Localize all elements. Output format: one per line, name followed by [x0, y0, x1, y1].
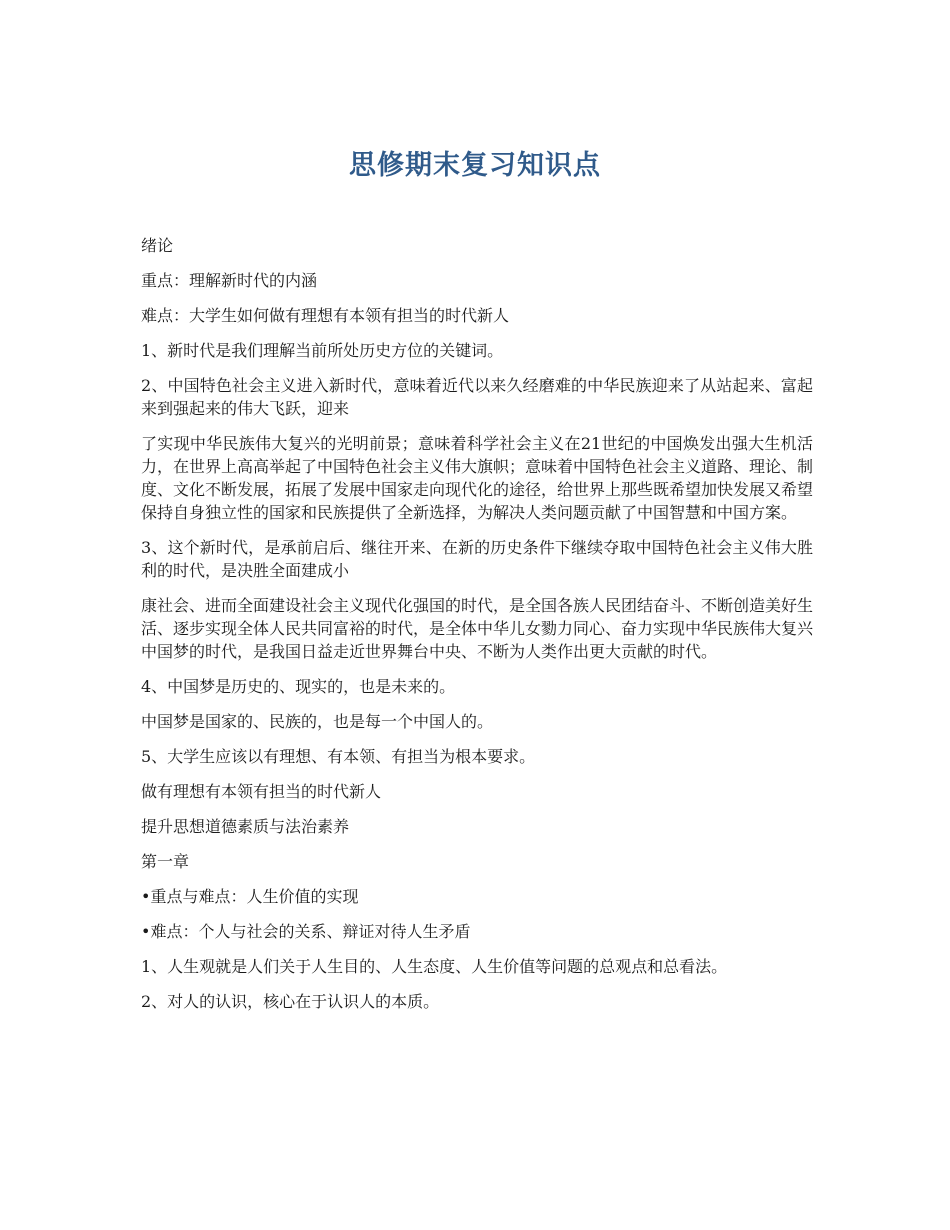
document-title: 思修期末复习知识点: [349, 150, 601, 181]
paragraph: 4、中国梦是历史的、现实的，也是未来的。: [141, 677, 456, 696]
paragraph: 中国梦是国家的、民族的，也是每一个中国人的。: [141, 712, 494, 731]
document-body: [141, 234, 813, 1025]
paragraph: 难点：大学生如何做有理想有本领有担当的时代新人: [141, 306, 510, 325]
paragraph: 重点：理解新时代的内涵: [141, 271, 318, 290]
paragraph: 了实现中华民族伟大复兴的光明前景；意味着科学社会主义在21世纪的中国焕发出强大生机活力，在世界上高高举起了中国特色社会主义伟大旗帜；意味着中国特色社会主义道路、理论、制度、文化不断发展，拓展了发展中国家走向现代化的途径，给世界上那些既希望加快发展又希望保持自身独立性的国家和民族提供了全新选择，为解决人类问题贡献了中国智慧和中国方案。: [141, 434, 814, 522]
paragraph: 做有理想有本领有担当的时代新人: [141, 782, 382, 801]
paragraph: 1、新时代是我们理解当前所处历史方位的关键词。: [141, 341, 504, 360]
paragraph: •重点与难点：人生价值的实现: [141, 887, 359, 906]
paragraph: 提升思想道德素质与法治素养: [141, 817, 350, 836]
paragraph: 5、大学生应该以有理想、有本领、有担当为根本要求。: [141, 747, 536, 766]
paragraph: •难点：个人与社会的关系、辩证对待人生矛盾: [141, 922, 471, 941]
paragraph: 绪论: [141, 236, 174, 255]
paragraph: 康社会、进而全面建设社会主义现代化强国的时代，是全国各族人民团结奋斗、不断创造美好生活、逐步实现全体人民共同富裕的时代，是全体中华儿女勠力同心、奋力实现中华民族伟大复兴中国梦的时代，是我国日益走近世界舞台中央、不断为人类作出更大贡献的时代。: [141, 596, 814, 661]
paragraph: 2、中国特色社会主义进入新时代，意味着近代以来久经磨难的中华民族迎来了从站起来、富起来到强起来的伟大飞跃，迎来: [141, 376, 813, 418]
paragraph: 3、这个新时代，是承前启后、继往开来、在新的历史条件下继续夺取中国特色社会主义伟大胜利的时代，是决胜全面建成小: [141, 538, 813, 580]
paragraph: 2、对人的认识，核心在于认识人的本质。: [141, 992, 440, 1011]
paragraph: 1、人生观就是人们关于人生目的、人生态度、人生价值等问题的总观点和总看法。: [141, 957, 728, 976]
paragraph: 第一章: [141, 852, 190, 871]
